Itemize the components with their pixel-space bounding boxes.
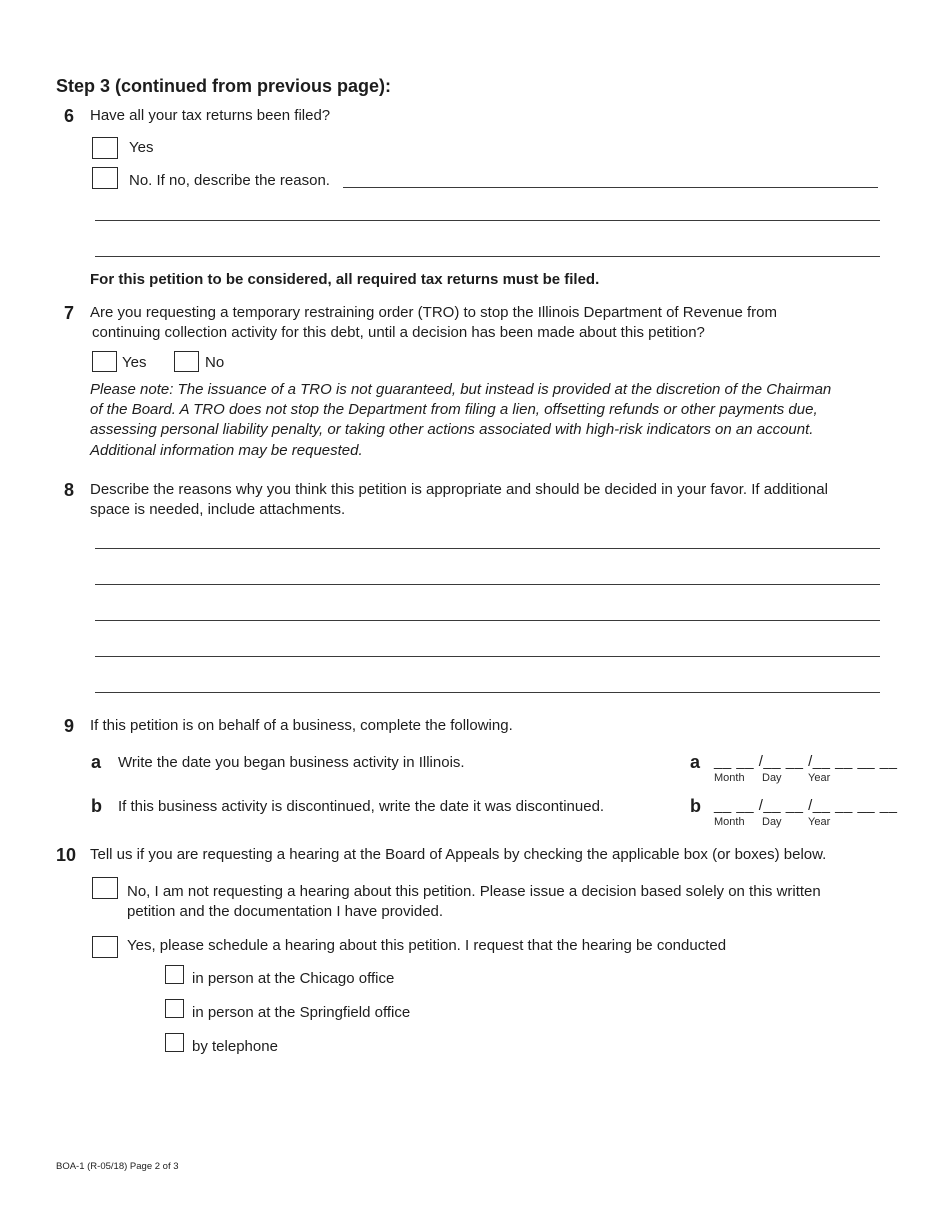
q9a-date-field[interactable]: __ __ /__ __ /__ __ __ __ [714,753,898,770]
q9b-text: If this business activity is discontinued, write the date it was discontinued. [118,798,605,815]
q10-telephone-checkbox[interactable] [165,1033,184,1052]
q10-chicago-label: in person at the Chicago office [192,970,395,987]
q6-yes-checkbox[interactable] [92,137,118,159]
question-9-text: If this petition is on behalf of a business, complete the following. [90,717,513,734]
q6-reason-line-3[interactable] [95,256,880,257]
q10-springfield-checkbox[interactable] [165,999,184,1018]
q7-note-line2: of the Board. A TRO does not stop the Department from filing a lien, offsetting refunds or other payments due, [90,401,818,418]
q10-yes-text: Yes, please schedule a hearing about this petition. I request that the hearing be conducted [127,937,727,954]
q9b-date-letter: b [690,796,701,816]
q6-no-checkbox[interactable] [92,167,118,189]
question-10-number: 10 [56,845,77,865]
question-6-text: Have all your tax returns been filed? [90,107,331,124]
question-9-number: 9 [64,716,75,736]
q9a-text: Write the date you began business activity in Illinois. [118,754,465,771]
q6-reason-line-2[interactable] [95,220,880,221]
q6-requirement-note: For this petition to be considered, all required tax returns must be filed. [90,271,600,288]
q7-note-line1: Please note: The issuance of a TRO is not guaranteed, but instead is provided at the discretion of the Chairman [90,381,832,398]
question-7-text-line2: continuing collection activity for this debt, until a decision has been made about this petition? [92,324,705,341]
q10-no-text-line1: No, I am not requesting a hearing about this petition. Please issue a decision based solely on this written [127,883,821,900]
q9b-letter: b [91,796,102,816]
q10-springfield-label: in person at the Springfield office [192,1004,411,1021]
form-footer: BOA-1 (R-05/18) Page 2 of 3 [56,1161,179,1172]
question-6-number: 6 [64,106,75,126]
question-8-text-line1: Describe the reasons why you think this petition is appropriate and should be decided in your favor. If additional [90,481,828,498]
q7-yes-checkbox[interactable] [92,351,117,372]
q6-reason-line-1[interactable] [343,187,878,188]
q9a-month-label: Month [714,772,745,784]
q9a-letter: a [91,752,102,772]
q10-yes-checkbox[interactable] [92,936,118,958]
step-heading: Step 3 (continued from previous page): [56,76,392,96]
q9b-year-label: Year [808,816,831,828]
q9b-month-label: Month [714,816,745,828]
q7-no-checkbox[interactable] [174,351,199,372]
q8-answer-line-5[interactable] [95,692,880,693]
q6-yes-label: Yes [129,139,154,156]
q7-note-line3: assessing personal liability penalty, or taking other actions associated with high-risk indicators on an account. [90,421,814,438]
q9b-day-label: Day [762,816,782,828]
question-7-number: 7 [64,303,75,323]
q9a-date-letter: a [690,752,701,772]
question-10-text: Tell us if you are requesting a hearing at the Board of Appeals by checking the applicable box (or boxes) below. [90,846,827,863]
q8-answer-line-1[interactable] [95,548,880,549]
q10-no-text-line2: petition and the documentation I have provided. [127,903,444,920]
q8-answer-line-4[interactable] [95,656,880,657]
question-8-text-line2: space is needed, include attachments. [90,501,346,518]
q9b-date-field[interactable]: __ __ /__ __ /__ __ __ __ [714,797,898,814]
question-8-number: 8 [64,480,75,500]
q9a-year-label: Year [808,772,831,784]
q10-telephone-label: by telephone [192,1038,278,1055]
q7-no-label: No [205,354,225,371]
q7-yes-label: Yes [122,354,147,371]
question-7-text-line1: Are you requesting a temporary restraining order (TRO) to stop the Illinois Department of Revenue from [90,304,777,321]
q6-no-label: No. If no, describe the reason. [129,172,330,189]
q9a-day-label: Day [762,772,782,784]
q10-no-checkbox[interactable] [92,877,118,899]
q8-answer-line-3[interactable] [95,620,880,621]
q7-note-line4: Additional information may be requested. [90,442,363,459]
q8-answer-line-2[interactable] [95,584,880,585]
q10-chicago-checkbox[interactable] [165,965,184,984]
